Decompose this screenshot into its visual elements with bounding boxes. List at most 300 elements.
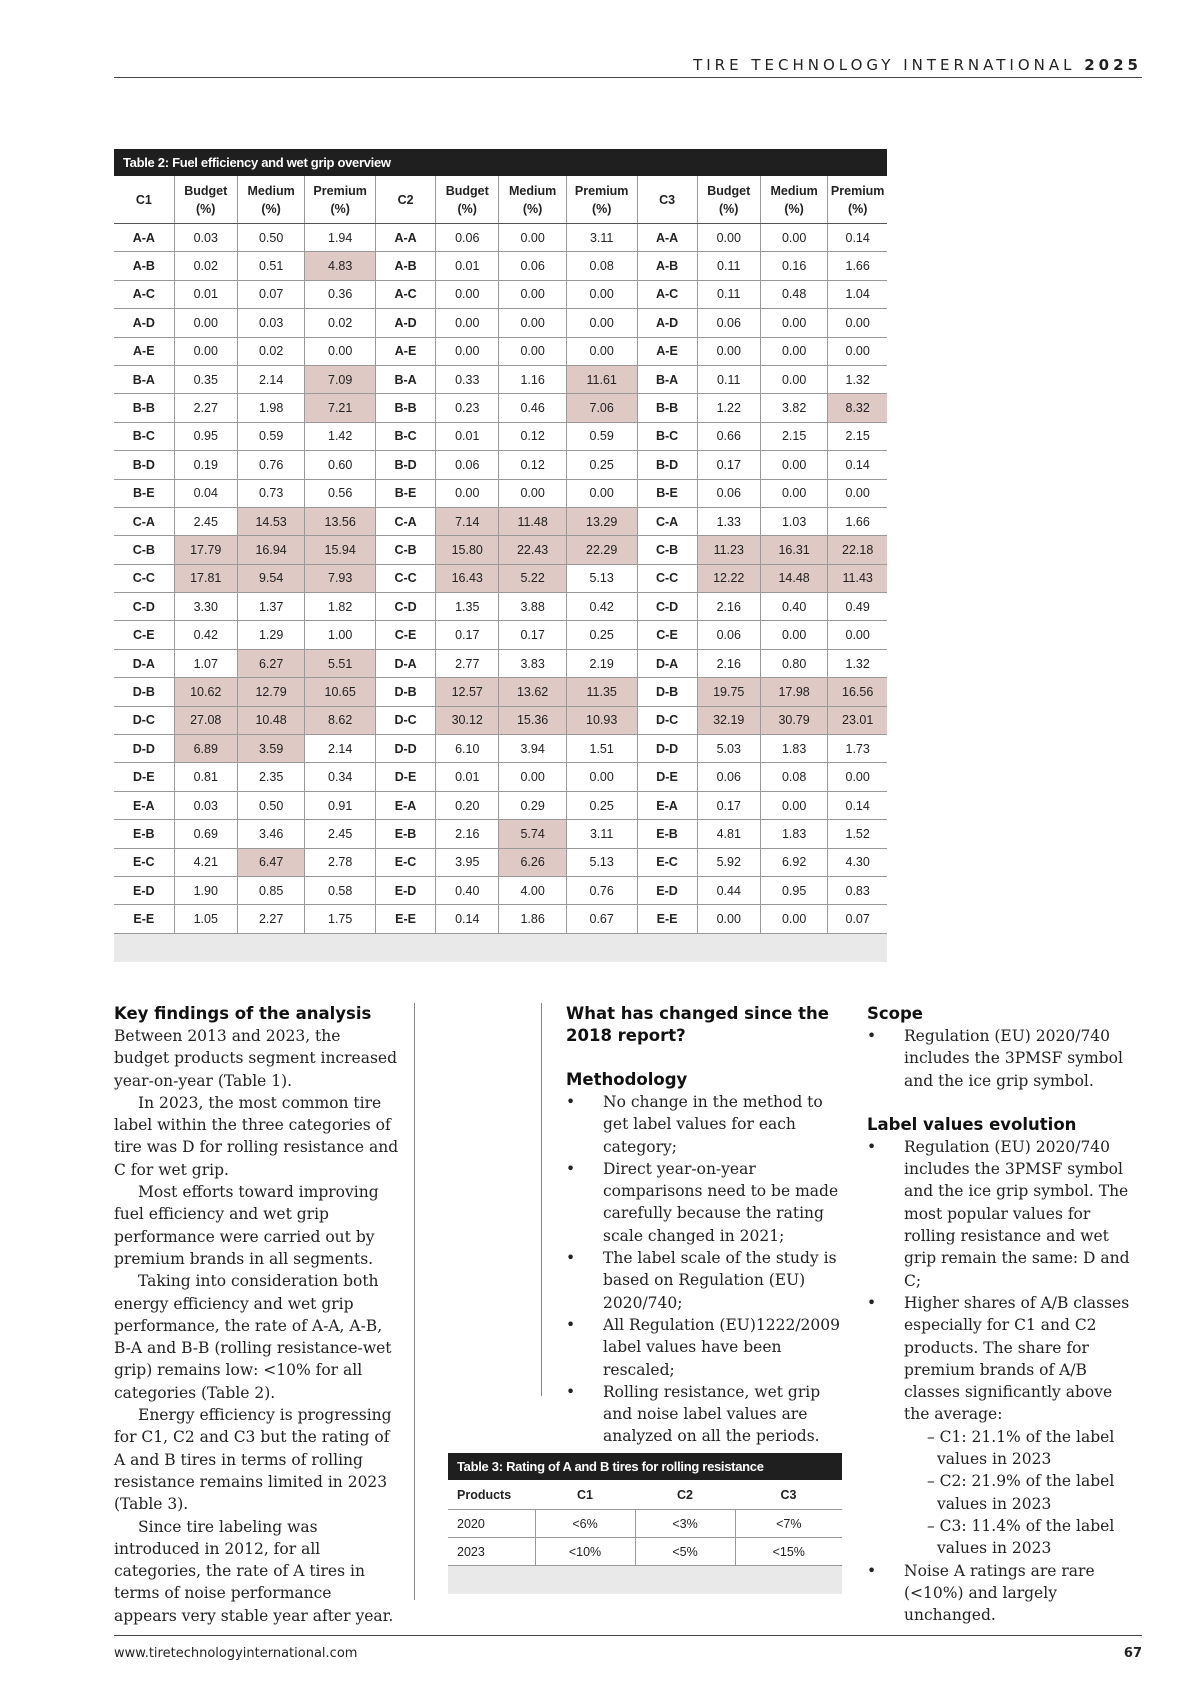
col-header-premium: Premium (%) <box>828 176 887 224</box>
value-cell: 0.48 <box>760 280 827 308</box>
value-cell: 2.16 <box>697 649 760 677</box>
value-cell: 0.73 <box>237 479 304 507</box>
value-cell: 0.03 <box>237 309 304 337</box>
value-cell: 13.29 <box>566 507 637 535</box>
value-cell: 5.13 <box>566 848 637 876</box>
key-findings-paragraph: Since tire labeling was introduced in 2012, for all categories, the rate of A tires in terms of noise performance appears very stable year after year. <box>114 1517 394 1625</box>
class-label-cell: A-B <box>376 252 436 280</box>
value-cell: 16.43 <box>436 564 499 592</box>
label-values-list <box>867 1136 1142 1627</box>
value-cell: 0.01 <box>436 252 499 280</box>
col-header-c3: C3 <box>735 1480 842 1510</box>
value-cell: 0.00 <box>499 337 566 365</box>
value-cell: 3.59 <box>237 735 304 763</box>
value-cell: 16.94 <box>237 536 304 564</box>
publication-name: TIRE TECHNOLOGY INTERNATIONAL <box>693 56 1076 74</box>
table-row <box>114 422 887 450</box>
value-cell: 0.69 <box>174 820 237 848</box>
list-item: • The label scale of the study is based on Regulation (EU) 2020/740; <box>566 1249 837 1312</box>
value-cell: 0.95 <box>760 876 827 904</box>
value-cell: 15.36 <box>499 706 566 734</box>
value-cell: 30.12 <box>436 706 499 734</box>
value-cell: 0.29 <box>499 791 566 819</box>
class-label-cell: B-C <box>637 422 697 450</box>
key-findings-paragraph: Energy efficiency is progressing for C1, C2 and C3 but the rating of A and B tires in terms of rolling resistance remains limited in 2023 (Table 3). <box>114 1406 392 1514</box>
value-cell: 0.00 <box>566 309 637 337</box>
value-cell: 5.03 <box>697 735 760 763</box>
class-label-cell: E-E <box>637 905 697 933</box>
value-cell: 0.91 <box>305 791 376 819</box>
value-cell: 1.75 <box>305 905 376 933</box>
value-cell: 0.12 <box>499 451 566 479</box>
value-cell: 0.00 <box>760 791 827 819</box>
class-label-cell: C-B <box>637 536 697 564</box>
value-cell: 0.08 <box>566 252 637 280</box>
value-cell: 0.25 <box>566 621 637 649</box>
value-cell: 3.30 <box>174 593 237 621</box>
list-item: • Rolling resistance, wet grip and noise label values are analyzed on all the periods. <box>566 1382 821 1446</box>
class-label-cell: C-A <box>376 507 436 535</box>
publication-year: 2025 <box>1084 56 1142 74</box>
table-row <box>114 848 887 876</box>
key-findings-column <box>114 1003 399 1627</box>
value-cell: 0.07 <box>237 280 304 308</box>
value-cell: 0.01 <box>174 280 237 308</box>
table-row <box>114 337 887 365</box>
table-row <box>114 252 887 280</box>
value-cell: 0.00 <box>436 337 499 365</box>
value-cell: <3% <box>635 1510 735 1538</box>
value-cell: 0.00 <box>174 337 237 365</box>
page-footer <box>114 1635 1142 1661</box>
col-header-c2: C2 <box>635 1480 735 1510</box>
value-cell: 0.06 <box>697 479 760 507</box>
class-label-cell: B-B <box>114 394 174 422</box>
class-label-cell: D-A <box>114 649 174 677</box>
table3-header-row <box>448 1480 842 1510</box>
col-header-premium: Premium (%) <box>305 176 376 224</box>
value-cell: 1.32 <box>828 649 887 677</box>
value-cell: 0.00 <box>760 479 827 507</box>
table3-grid <box>448 1480 842 1566</box>
value-cell: 0.11 <box>697 280 760 308</box>
value-cell: 13.56 <box>305 507 376 535</box>
class-label-cell: B-B <box>376 394 436 422</box>
value-cell: 0.02 <box>305 309 376 337</box>
class-label-cell: B-A <box>637 365 697 393</box>
value-cell: 0.00 <box>760 451 827 479</box>
class-label-cell: D-E <box>637 763 697 791</box>
value-cell: 0.76 <box>566 876 637 904</box>
key-findings-paragraph: Between 2013 and 2023, the budget products segment increased year-on-year (Table 1). <box>114 1027 397 1090</box>
value-cell: 17.98 <box>760 678 827 706</box>
value-cell: 0.03 <box>174 791 237 819</box>
value-cell: 11.48 <box>499 507 566 535</box>
value-cell: 0.00 <box>436 479 499 507</box>
sub-item: – C3: 11.4% of the label values in 2023 <box>927 1516 1115 1558</box>
value-cell: 4.21 <box>174 848 237 876</box>
class-label-cell: C-B <box>376 536 436 564</box>
sub-item: – C1: 21.1% of the label values in 2023 <box>927 1427 1115 1469</box>
value-cell: 4.30 <box>828 848 887 876</box>
value-cell: 0.25 <box>566 451 637 479</box>
scope-heading: Scope <box>867 1004 924 1023</box>
value-cell: 16.56 <box>828 678 887 706</box>
value-cell: 0.06 <box>499 252 566 280</box>
table-row <box>114 507 887 535</box>
class-label-cell: A-E <box>114 337 174 365</box>
page-header <box>114 56 1142 78</box>
value-cell: 0.12 <box>499 422 566 450</box>
value-cell: 0.00 <box>566 763 637 791</box>
class-label-cell: E-B <box>376 820 436 848</box>
group-header-c2: C2 <box>376 176 436 224</box>
value-cell: 0.04 <box>174 479 237 507</box>
value-cell: 11.43 <box>828 564 887 592</box>
value-cell: 0.17 <box>697 451 760 479</box>
value-cell: 0.81 <box>174 763 237 791</box>
value-cell: 0.95 <box>174 422 237 450</box>
class-label-cell: A-C <box>376 280 436 308</box>
value-cell: 1.33 <box>697 507 760 535</box>
value-cell: 12.79 <box>237 678 304 706</box>
value-cell: 0.06 <box>436 224 499 252</box>
value-cell: 1.03 <box>760 507 827 535</box>
value-cell: 4.83 <box>305 252 376 280</box>
value-cell: 0.00 <box>697 224 760 252</box>
value-cell: 13.62 <box>499 678 566 706</box>
value-cell: 12.22 <box>697 564 760 592</box>
class-label-cell: C-B <box>114 536 174 564</box>
table-row <box>114 593 887 621</box>
column-divider <box>541 1003 542 1396</box>
column-divider <box>414 1003 415 1600</box>
value-cell: 22.43 <box>499 536 566 564</box>
value-cell: 0.40 <box>760 593 827 621</box>
value-cell: 2.19 <box>566 649 637 677</box>
value-cell: 6.89 <box>174 735 237 763</box>
value-cell: 1.35 <box>436 593 499 621</box>
value-cell: 1.90 <box>174 876 237 904</box>
value-cell: 0.00 <box>499 309 566 337</box>
value-cell: 1.83 <box>760 735 827 763</box>
class-label-cell: E-E <box>114 905 174 933</box>
value-cell: 0.50 <box>237 224 304 252</box>
class-label-cell: D-A <box>637 649 697 677</box>
key-findings-paragraph: Most efforts toward improving fuel efficiency and wet grip performance were carried out by premium brands in all segments. <box>114 1183 379 1268</box>
class-label-cell: E-C <box>376 848 436 876</box>
value-cell: 3.46 <box>237 820 304 848</box>
value-cell: 15.94 <box>305 536 376 564</box>
class-label-cell: B-D <box>376 451 436 479</box>
value-cell: 2.35 <box>237 763 304 791</box>
col-header-c1: C1 <box>535 1480 635 1510</box>
value-cell: 7.09 <box>305 365 376 393</box>
value-cell: 5.13 <box>566 564 637 592</box>
value-cell: <15% <box>735 1538 842 1566</box>
col-header-budget: Budget (%) <box>436 176 499 224</box>
value-cell: 1.16 <box>499 365 566 393</box>
value-cell: 0.36 <box>305 280 376 308</box>
value-cell: 1.73 <box>828 735 887 763</box>
value-cell: 0.00 <box>760 309 827 337</box>
class-label-cell: D-D <box>637 735 697 763</box>
value-cell: 1.00 <box>305 621 376 649</box>
list-item: • Regulation (EU) 2020/740 includes the 3PMSF symbol and the ice grip symbol. The most popular values for rolling resistance and wet grip remain the same: D and C; <box>867 1137 1130 1290</box>
value-cell: 0.00 <box>566 337 637 365</box>
value-cell: 7.06 <box>566 394 637 422</box>
value-cell: 2.15 <box>760 422 827 450</box>
value-cell: 11.35 <box>566 678 637 706</box>
class-label-cell: C-E <box>637 621 697 649</box>
value-cell: 0.00 <box>499 224 566 252</box>
value-cell: 3.82 <box>760 394 827 422</box>
col-header-premium: Premium (%) <box>566 176 637 224</box>
value-cell: 0.42 <box>566 593 637 621</box>
value-cell: 2.45 <box>305 820 376 848</box>
value-cell: 0.17 <box>436 621 499 649</box>
class-label-cell: A-A <box>637 224 697 252</box>
value-cell: 5.22 <box>499 564 566 592</box>
table-row <box>114 763 887 791</box>
value-cell: 2.77 <box>436 649 499 677</box>
value-cell: 0.00 <box>760 337 827 365</box>
class-label-cell: A-A <box>376 224 436 252</box>
class-label-cell: C-D <box>376 593 436 621</box>
value-cell: 0.06 <box>436 451 499 479</box>
value-cell: 6.10 <box>436 735 499 763</box>
table-row <box>114 394 887 422</box>
value-cell: 2.27 <box>237 905 304 933</box>
class-label-cell: A-C <box>114 280 174 308</box>
class-label-cell: E-D <box>114 876 174 904</box>
label-values-heading: Label values evolution <box>867 1114 1077 1134</box>
value-cell: 19.75 <box>697 678 760 706</box>
value-cell: 1.98 <box>237 394 304 422</box>
list-item: • Regulation (EU) 2020/740 includes the 3PMSF symbol and the ice grip symbol. <box>867 1027 1123 1090</box>
table-row <box>114 224 887 252</box>
value-cell: 0.14 <box>436 905 499 933</box>
value-cell: 0.34 <box>305 763 376 791</box>
class-label-cell: E-B <box>637 820 697 848</box>
value-cell: 32.19 <box>697 706 760 734</box>
value-cell: 2.78 <box>305 848 376 876</box>
list-item: • Higher shares of A/B classes especially for C1 and C2 products. The share for premium brands of A/B classes significantly above the average: – C1: 21.1% of the label values in 2023 – C2: 21.9% of the label values in 2023 – C3: 11.4% of the label values in 2023 <box>867 1292 1142 1560</box>
table2-title: Table 2: Fuel efficiency and wet grip overview <box>114 149 887 176</box>
value-cell: 0.00 <box>697 905 760 933</box>
table-row <box>114 876 887 904</box>
value-cell: 0.00 <box>499 280 566 308</box>
class-label-cell: D-B <box>376 678 436 706</box>
value-cell: 0.00 <box>697 337 760 365</box>
value-cell: 0.00 <box>566 280 637 308</box>
value-cell: 0.06 <box>697 621 760 649</box>
col-header-budget: Budget (%) <box>697 176 760 224</box>
col-header-medium: Medium (%) <box>499 176 566 224</box>
value-cell: 3.88 <box>499 593 566 621</box>
value-cell: 0.03 <box>174 224 237 252</box>
class-label-cell: D-E <box>376 763 436 791</box>
value-cell: 2.14 <box>305 735 376 763</box>
value-cell: 0.66 <box>697 422 760 450</box>
value-cell: 0.00 <box>760 224 827 252</box>
class-label-cell: C-A <box>114 507 174 535</box>
value-cell: <7% <box>735 1510 842 1538</box>
table-row <box>114 365 887 393</box>
value-cell: 3.11 <box>566 820 637 848</box>
value-cell: 1.51 <box>566 735 637 763</box>
table-row <box>114 479 887 507</box>
class-label-cell: E-B <box>114 820 174 848</box>
value-cell: 2.16 <box>436 820 499 848</box>
value-cell: 17.79 <box>174 536 237 564</box>
list-item: • Direct year-on-year comparisons need to be made carefully because the rating scale changed in 2021; <box>566 1159 839 1245</box>
value-cell: 0.44 <box>697 876 760 904</box>
class-label-cell: C-C <box>376 564 436 592</box>
value-cell: 0.56 <box>305 479 376 507</box>
value-cell: 15.80 <box>436 536 499 564</box>
value-cell: 0.51 <box>237 252 304 280</box>
value-cell: 0.14 <box>828 451 887 479</box>
value-cell: 1.37 <box>237 593 304 621</box>
value-cell: 1.82 <box>305 593 376 621</box>
value-cell: 0.00 <box>760 905 827 933</box>
year-cell: 2020 <box>448 1510 535 1538</box>
value-cell: <6% <box>535 1510 635 1538</box>
value-cell: 1.83 <box>760 820 827 848</box>
class-label-cell: D-C <box>637 706 697 734</box>
value-cell: 0.01 <box>436 763 499 791</box>
value-cell: 6.27 <box>237 649 304 677</box>
value-cell: 17.81 <box>174 564 237 592</box>
value-cell: 0.00 <box>499 763 566 791</box>
value-cell: 1.04 <box>828 280 887 308</box>
table3-title: Table 3: Rating of A and B tires for rolling resistance <box>448 1453 842 1480</box>
table2-header-row <box>114 176 887 224</box>
table3 <box>448 1453 842 1594</box>
value-cell: 1.32 <box>828 365 887 393</box>
value-cell: 1.52 <box>828 820 887 848</box>
class-label-cell: B-A <box>114 365 174 393</box>
value-cell: 11.61 <box>566 365 637 393</box>
value-cell: 0.35 <box>174 365 237 393</box>
value-cell: 0.00 <box>436 280 499 308</box>
scope-column <box>867 1003 1142 1626</box>
value-cell: 16.31 <box>760 536 827 564</box>
methodology-heading: Methodology <box>566 1070 688 1089</box>
key-findings-paragraph: In 2023, the most common tire label within the three categories of tire was D for rolling resistance and C for wet grip. <box>114 1093 399 1179</box>
page-number: 67 <box>1123 1646 1142 1661</box>
table-row <box>114 905 887 933</box>
value-cell: 22.29 <box>566 536 637 564</box>
value-cell: 0.00 <box>305 337 376 365</box>
value-cell: 6.47 <box>237 848 304 876</box>
value-cell: 0.01 <box>436 422 499 450</box>
class-label-cell: D-B <box>637 678 697 706</box>
value-cell: 0.83 <box>828 876 887 904</box>
value-cell: 2.27 <box>174 394 237 422</box>
table2-body <box>114 224 887 934</box>
key-findings-paragraph: Taking into consideration both energy efficiency and wet grip performance, the rate of A-A, A-B, B-A and B-B (rolling resistance-wet grip) remains low: <10% for all categories (Table 2). <box>114 1272 392 1402</box>
methodology-list <box>566 1091 841 1448</box>
class-label-cell: E-A <box>376 791 436 819</box>
value-cell: 0.80 <box>760 649 827 677</box>
value-cell: 8.62 <box>305 706 376 734</box>
table2 <box>114 149 887 962</box>
table-row <box>448 1538 842 1566</box>
value-cell: 0.33 <box>436 365 499 393</box>
value-cell: 2.14 <box>237 365 304 393</box>
value-cell: 0.00 <box>174 309 237 337</box>
value-cell: 0.11 <box>697 252 760 280</box>
value-cell: 3.83 <box>499 649 566 677</box>
class-label-cell: B-D <box>637 451 697 479</box>
value-cell: 0.00 <box>566 479 637 507</box>
value-cell: 0.00 <box>828 621 887 649</box>
value-cell: 3.95 <box>436 848 499 876</box>
table2-grid <box>114 176 887 934</box>
value-cell: 0.59 <box>237 422 304 450</box>
value-cell: 0.67 <box>566 905 637 933</box>
value-cell: 0.17 <box>499 621 566 649</box>
value-cell: 1.29 <box>237 621 304 649</box>
value-cell: 10.62 <box>174 678 237 706</box>
table-row <box>114 649 887 677</box>
value-cell: 6.92 <box>760 848 827 876</box>
value-cell: 0.42 <box>174 621 237 649</box>
col-header-budget: Budget (%) <box>174 176 237 224</box>
value-cell: 0.17 <box>697 791 760 819</box>
value-cell: 11.23 <box>697 536 760 564</box>
value-cell: 6.26 <box>499 848 566 876</box>
value-cell: 0.76 <box>237 451 304 479</box>
class-label-cell: B-D <box>114 451 174 479</box>
class-label-cell: E-E <box>376 905 436 933</box>
value-cell: <5% <box>635 1538 735 1566</box>
value-cell: 0.11 <box>697 365 760 393</box>
value-cell: 1.42 <box>305 422 376 450</box>
group-header-c1: C1 <box>114 176 174 224</box>
value-cell: 3.94 <box>499 735 566 763</box>
class-label-cell: A-E <box>637 337 697 365</box>
value-cell: 5.74 <box>499 820 566 848</box>
list-item: • All Regulation (EU)1222/2009 label values have been rescaled; <box>566 1315 840 1379</box>
value-cell: 22.18 <box>828 536 887 564</box>
key-findings-heading: Key findings of the analysis <box>114 1004 372 1023</box>
table-row <box>114 706 887 734</box>
value-cell: 14.53 <box>237 507 304 535</box>
value-cell: 10.65 <box>305 678 376 706</box>
class-label-cell: E-A <box>637 791 697 819</box>
value-cell: 0.06 <box>697 763 760 791</box>
value-cell: 3.11 <box>566 224 637 252</box>
value-cell: 0.58 <box>305 876 376 904</box>
value-cell: 1.86 <box>499 905 566 933</box>
value-cell: 0.00 <box>760 621 827 649</box>
value-cell: 0.85 <box>237 876 304 904</box>
class-label-cell: B-E <box>376 479 436 507</box>
value-cell: 1.94 <box>305 224 376 252</box>
class-label-cell: A-C <box>637 280 697 308</box>
class-label-cell: E-D <box>376 876 436 904</box>
class-label-cell: E-C <box>637 848 697 876</box>
class-label-cell: D-A <box>376 649 436 677</box>
list-item: • Noise A ratings are rare (<10%) and largely unchanged. <box>867 1561 1095 1625</box>
class-label-cell: A-D <box>114 309 174 337</box>
value-cell: 9.54 <box>237 564 304 592</box>
sub-item: – C2: 21.9% of the label values in 2023 <box>927 1472 1115 1513</box>
value-cell: 0.59 <box>566 422 637 450</box>
